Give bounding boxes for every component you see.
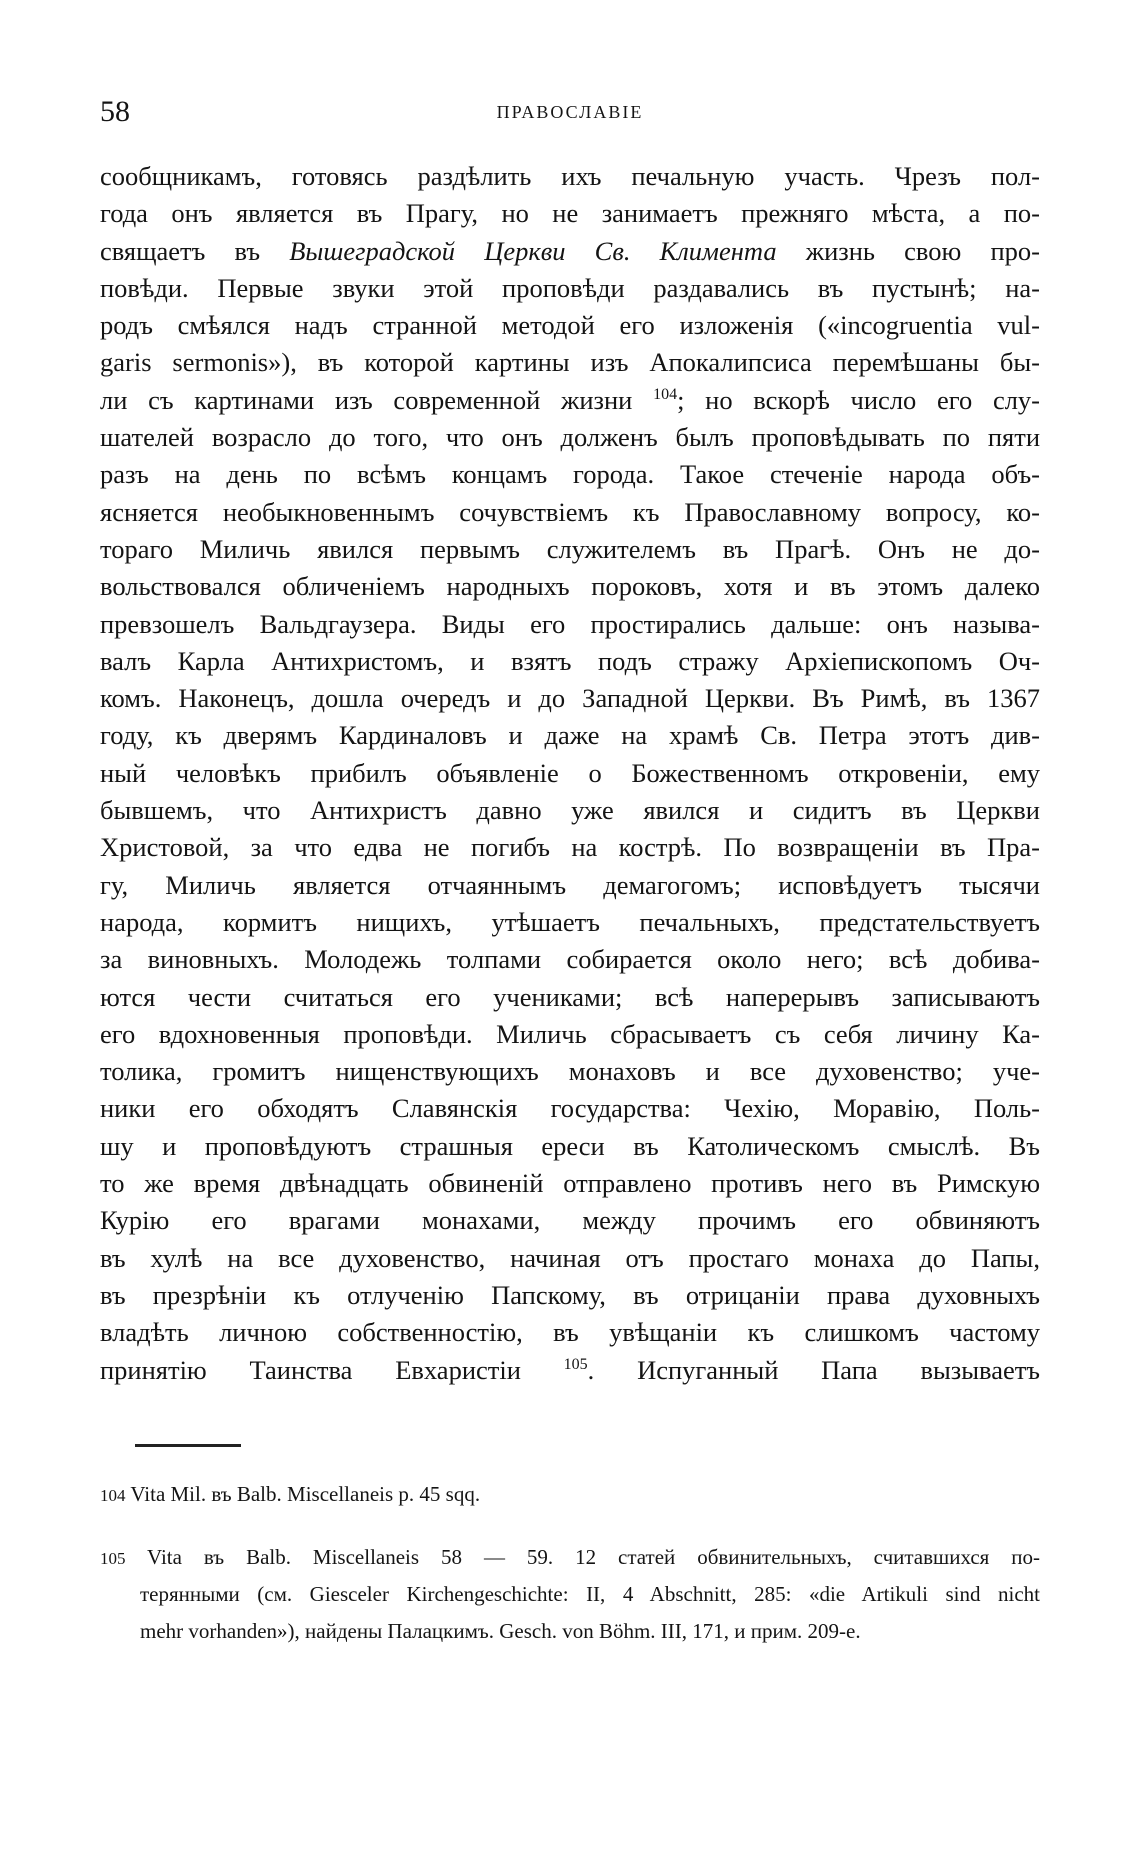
footnote-number: 105 (100, 1549, 126, 1568)
text-line: бывшемъ, что Антихристъ давно уже явился и сидитъ въ Церкви (100, 795, 1040, 826)
text-line: шу и проповѣдуютъ страшныя ереси въ Католическомъ смыслѣ. Въ (100, 1130, 1040, 1161)
text-line: за виновныхъ. Молодежь толпами собирается около него; всѣ добива- (100, 944, 1040, 975)
text-line: повѣди. Первые звуки этой проповѣди раздавались въ пустынѣ; на- (100, 272, 1040, 303)
text-line: ли съ картинами изъ современной жизни $^{104}$; но вскорѣ число его слу- (100, 384, 1040, 415)
text-line: принятію Таинства Евхаристіи $^{105}$. Испуганный Папа вызываетъ (100, 1354, 1040, 1385)
text-line: разъ на день по всѣмъ концамъ города. Такое стеченіе народа объ- (100, 459, 1040, 490)
text-line: тораго Миличь явился первымъ служителемъ въ Прагѣ. Онъ не до- (100, 533, 1040, 564)
text-line: валъ Карла Антихристомъ, и взятъ подъ стражу Архіепископомъ Оч- (100, 645, 1040, 676)
footnote-ref-104: 104 (653, 385, 678, 403)
text-line: толика, громитъ нищенствующихъ монаховъ и все духовенство; уче- (100, 1056, 1040, 1087)
text-line: сообщникамъ, готовясь раздѣлить ихъ печальную участь. Чрезъ пол- (100, 161, 1040, 191)
text-line: то же время двѣнадцать обвиненій отправлено противъ него въ Римскую (100, 1168, 1040, 1199)
text-line: въ хулѣ на все духовенство, начиная отъ простаго монаха до Папы, (100, 1242, 1040, 1273)
page-header (100, 92, 1040, 132)
text-line: его вдохновенныя проповѣди. Миличь сбрасываетъ съ себя личину Ка- (100, 1018, 1040, 1049)
text-line: владѣть личною собственностію, въ увѣщаніи къ слишкомъ частому (100, 1317, 1040, 1348)
running-head: ПРАВОСЛАВІЕ (496, 102, 644, 122)
footnotes (100, 1476, 1040, 1650)
text-line: ются чести считаться его учениками; всѣ наперерывъ записываютъ (100, 981, 1040, 1012)
text-line: Курію его врагами монахами, между прочимъ его обвиняютъ (100, 1205, 1040, 1236)
footnote-ref-105: 105 (563, 1355, 588, 1373)
footnote-105-continuation: mehr vorhanden»), найдены Палацкимъ. Gesch. von Böhm. III, 171, и прим. 209-е. (140, 1619, 861, 1643)
footnote-105-continuation: терянными (см. Giesceler Kirchengeschichte: II, 4 Abschnitt, 285: «die Artikuli sind nicht (140, 1582, 1040, 1606)
text-line: гу, Миличь является отчаяннымъ демагогомъ; исповѣдуетъ тысячи (100, 869, 1040, 900)
text-line: garis sermonis»), въ которой картины изъ Апокалипсиса перемѣшаны бы- (100, 347, 1040, 378)
footnote-number: 104 (100, 1486, 126, 1505)
italic-church-name: Вышеградской Церкви Св. Климента (289, 235, 777, 266)
text-line: родъ смѣялся надъ странной методой его изложенія («incogruentia vul- (100, 310, 1040, 341)
text-line: вольствовался обличеніемъ народныхъ пороковъ, хотя и въ этомъ далеко (100, 571, 1040, 602)
footnote-105: 105 Vita въ Balb. Miscellaneis 58 — 59. 12 статей обвинительныхъ, считавшихся по- (100, 1545, 1040, 1569)
footnote-divider (135, 1444, 241, 1447)
footnote-gap (100, 1513, 1040, 1539)
text-line: превзошелъ Вальдгаузера. Виды его простирались дальше: онъ называ- (100, 608, 1040, 639)
text-line: года онъ является въ Прагу, но не занимаетъ прежняго мѣста, а по- (100, 198, 1040, 229)
text-line: народа, кормитъ нищихъ, утѣшаетъ печальныхъ, предстательствуетъ (100, 906, 1040, 937)
text-line: шателей возрасло до того, что онъ долженъ былъ проповѣдывать по пяти (100, 422, 1040, 453)
page-number: 58 (100, 95, 130, 128)
text-line: Христовой, за что едва не погибъ на кострѣ. По возвращеніи въ Пра- (100, 832, 1040, 863)
text-line: году, къ дверямъ Кардиналовъ и даже на храмѣ Св. Петра этотъ див- (100, 720, 1040, 751)
text-line: ники его обходятъ Славянскія государства: Чехію, Моравію, Поль- (100, 1093, 1040, 1124)
text-line: въ презрѣніи къ отлученію Папскому, въ отрицаніи права духовныхъ (100, 1279, 1040, 1310)
text-line: свящаетъ въ Вышеградской Церкви Св. Климента жизнь свою про- (100, 235, 1040, 266)
text-line: ясняется необыкновеннымъ сочувствіемъ къ Православному вопросу, ко- (100, 496, 1040, 527)
footnote-104: 104 Vita Mil. въ Balb. Miscellaneis p. 45 sqq. (100, 1482, 481, 1506)
text-line: ный человѣкъ прибилъ объявленіе о Божественномъ откровеніи, ему (100, 757, 1040, 788)
body-text (100, 158, 1040, 1389)
text-line: комъ. Наконецъ, дошла очередъ и до Западной Церкви. Въ Римѣ, въ 1367 (100, 683, 1040, 714)
